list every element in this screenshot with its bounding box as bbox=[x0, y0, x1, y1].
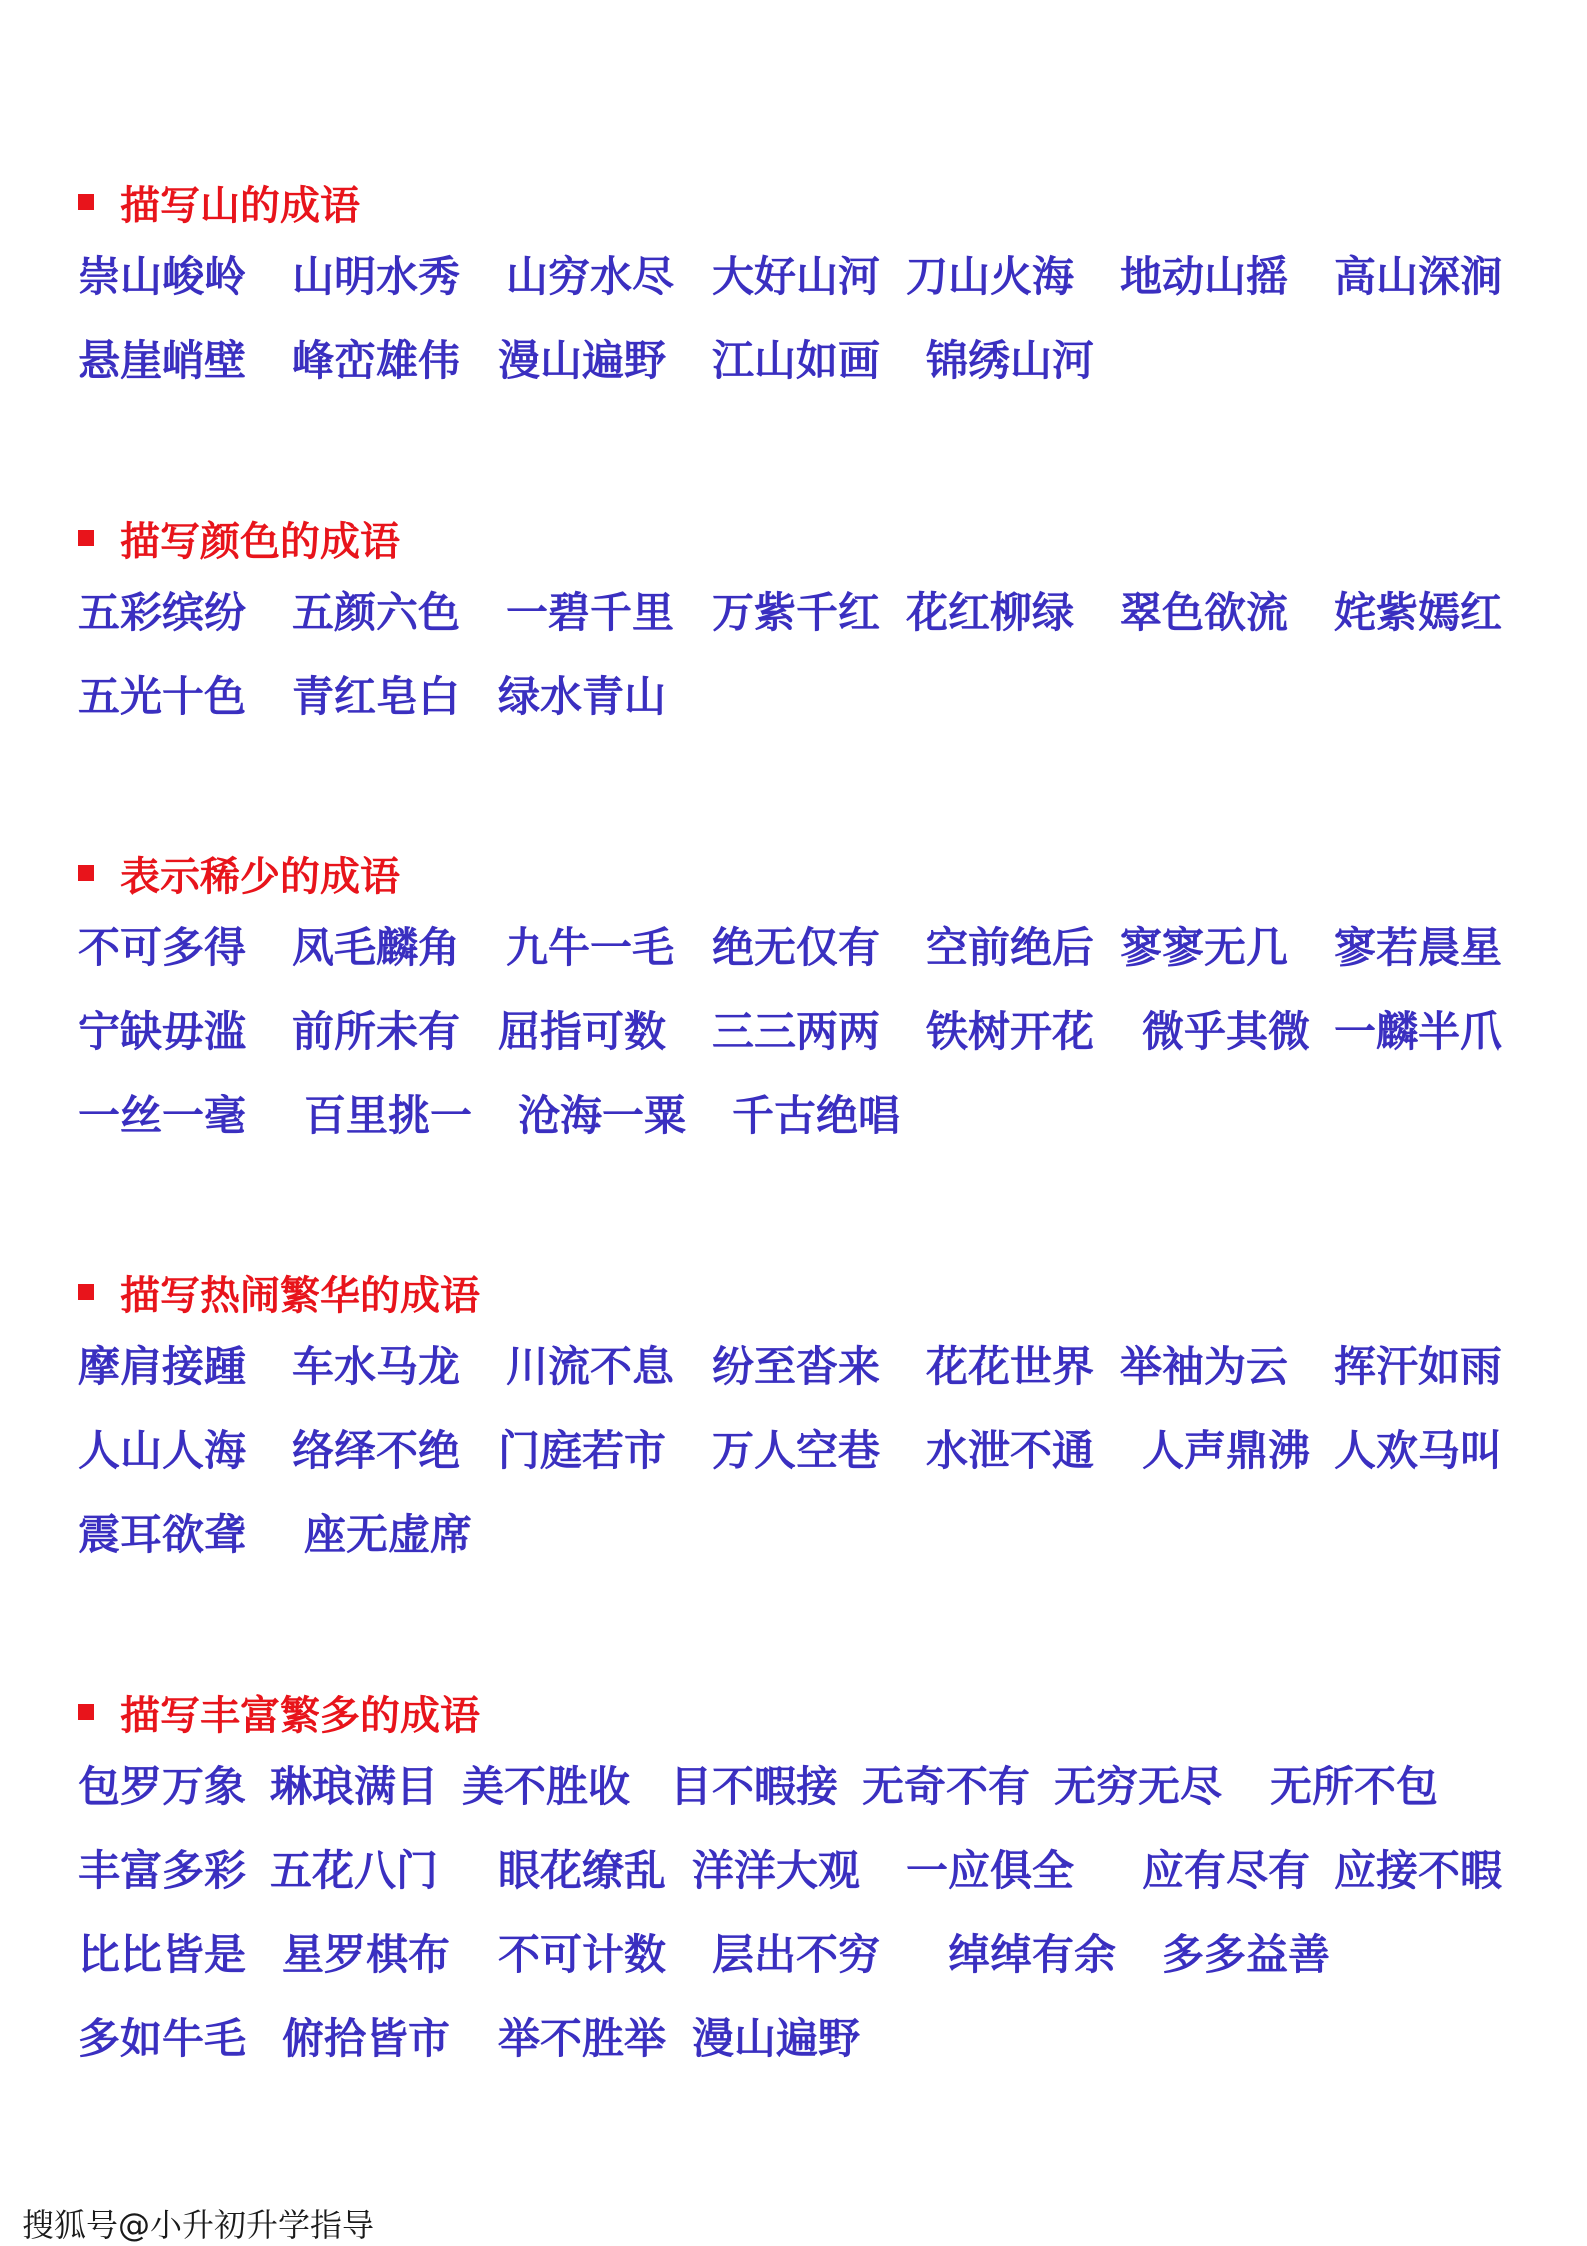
idiom: 峰峦雄伟 bbox=[292, 336, 461, 385]
idiom: 水泄不通 bbox=[926, 1426, 1095, 1475]
idiom: 多多益善 bbox=[1162, 1930, 1331, 1979]
idiom-row bbox=[78, 903, 1518, 987]
section-title bbox=[78, 172, 1518, 232]
idiom: 崇山峻岭 bbox=[78, 252, 247, 301]
idiom-row bbox=[78, 1406, 1518, 1490]
idiom: 绿水青山 bbox=[498, 672, 667, 721]
square-bullet-icon bbox=[78, 1704, 94, 1720]
idiom: 万人空巷 bbox=[712, 1426, 881, 1475]
idiom-row bbox=[78, 1994, 1518, 2078]
idiom: 大好山河 bbox=[712, 252, 881, 301]
idiom: 车水马龙 bbox=[292, 1342, 461, 1391]
idiom: 凤毛麟角 bbox=[292, 923, 461, 972]
section-title bbox=[78, 1682, 1518, 1742]
section-title-text: 表示稀少的成语 bbox=[120, 853, 400, 900]
idiom: 寥若晨星 bbox=[1334, 923, 1503, 972]
idiom: 举不胜举 bbox=[498, 2014, 667, 2063]
idiom: 地动山摇 bbox=[1120, 252, 1289, 301]
square-bullet-icon bbox=[78, 865, 94, 881]
idiom-row bbox=[78, 1910, 1518, 1994]
section-title bbox=[78, 843, 1518, 903]
square-bullet-icon bbox=[78, 194, 94, 210]
idiom: 举袖为云 bbox=[1120, 1342, 1289, 1391]
idiom: 一碧千里 bbox=[506, 588, 675, 637]
idiom: 川流不息 bbox=[506, 1342, 675, 1391]
idiom: 无奇不有 bbox=[862, 1762, 1031, 1811]
square-bullet-icon bbox=[78, 1284, 94, 1300]
idiom: 一应俱全 bbox=[906, 1846, 1075, 1895]
idiom: 漫山遍野 bbox=[692, 2014, 861, 2063]
idiom-row bbox=[78, 232, 1518, 316]
idiom-row bbox=[78, 652, 1518, 736]
idiom: 锦绣山河 bbox=[926, 336, 1095, 385]
idiom: 无所不包 bbox=[1270, 1762, 1439, 1811]
idiom: 寥寥无几 bbox=[1120, 923, 1289, 972]
idiom: 摩肩接踵 bbox=[78, 1342, 247, 1391]
idiom: 人欢马叫 bbox=[1334, 1426, 1503, 1475]
section-color bbox=[78, 508, 1518, 736]
idiom: 一丝一毫 bbox=[78, 1091, 247, 1140]
idiom: 高山深涧 bbox=[1334, 252, 1503, 301]
idiom: 铁树开花 bbox=[926, 1007, 1095, 1056]
idiom: 百里挑一 bbox=[304, 1091, 473, 1140]
idiom: 比比皆是 bbox=[78, 1930, 247, 1979]
idiom: 花红柳绿 bbox=[906, 588, 1075, 637]
idiom: 前所未有 bbox=[292, 1007, 461, 1056]
section-title-text: 描写山的成语 bbox=[120, 182, 360, 229]
idiom: 座无虚席 bbox=[304, 1510, 473, 1559]
section-title-text: 描写丰富繁多的成语 bbox=[120, 1692, 480, 1739]
idiom: 星罗棋布 bbox=[282, 1930, 451, 1979]
idiom: 络绎不绝 bbox=[292, 1426, 461, 1475]
idiom: 山穷水尽 bbox=[506, 252, 675, 301]
section-bustling bbox=[78, 1262, 1518, 1574]
idiom: 万紫千红 bbox=[712, 588, 881, 637]
idiom: 花花世界 bbox=[926, 1342, 1095, 1391]
idiom: 悬崖峭壁 bbox=[78, 336, 247, 385]
idiom-row bbox=[78, 1826, 1518, 1910]
section-title-text: 描写热闹繁华的成语 bbox=[120, 1272, 480, 1319]
idiom: 眼花缭乱 bbox=[498, 1846, 667, 1895]
idiom: 多如牛毛 bbox=[78, 2014, 247, 2063]
idiom: 三三两两 bbox=[712, 1007, 881, 1056]
idiom: 美不胜收 bbox=[462, 1762, 631, 1811]
idiom: 翠色欲流 bbox=[1120, 588, 1289, 637]
section-rare bbox=[78, 843, 1518, 1155]
idiom: 包罗万象 bbox=[78, 1762, 247, 1811]
section-title-text: 描写颜色的成语 bbox=[120, 518, 400, 565]
watermark: 搜狐号@小升初升学指导 bbox=[22, 2206, 375, 2244]
idiom: 不可多得 bbox=[78, 923, 247, 972]
idiom: 江山如画 bbox=[712, 336, 881, 385]
idiom: 纷至沓来 bbox=[712, 1342, 881, 1391]
idiom: 空前绝后 bbox=[926, 923, 1095, 972]
idiom: 震耳欲聋 bbox=[78, 1510, 247, 1559]
idiom: 五光十色 bbox=[78, 672, 247, 721]
idiom: 应有尽有 bbox=[1142, 1846, 1311, 1895]
idiom-row bbox=[78, 1742, 1518, 1826]
idiom: 无穷无尽 bbox=[1054, 1762, 1223, 1811]
idiom-row bbox=[78, 568, 1518, 652]
idiom: 人山人海 bbox=[78, 1426, 247, 1475]
idiom: 绝无仅有 bbox=[712, 923, 881, 972]
idiom: 目不暇接 bbox=[670, 1762, 839, 1811]
idiom: 九牛一毛 bbox=[506, 923, 675, 972]
idiom: 五颜六色 bbox=[292, 588, 461, 637]
idiom: 千古绝唱 bbox=[732, 1091, 901, 1140]
idiom-row bbox=[78, 316, 1518, 400]
idiom: 宁缺毋滥 bbox=[78, 1007, 247, 1056]
section-title bbox=[78, 508, 1518, 568]
idiom: 绰绰有余 bbox=[948, 1930, 1117, 1979]
idiom: 丰富多彩 bbox=[78, 1846, 247, 1895]
idiom: 挥汗如雨 bbox=[1334, 1342, 1503, 1391]
idiom-row bbox=[78, 1322, 1518, 1406]
idiom: 姹紫嫣红 bbox=[1334, 588, 1503, 637]
section-title bbox=[78, 1262, 1518, 1322]
idiom: 洋洋大观 bbox=[692, 1846, 861, 1895]
idiom: 青红皂白 bbox=[292, 672, 461, 721]
idiom: 人声鼎沸 bbox=[1142, 1426, 1311, 1475]
idiom: 一麟半爪 bbox=[1334, 1007, 1503, 1056]
idiom: 刀山火海 bbox=[906, 252, 1075, 301]
idiom: 微乎其微 bbox=[1142, 1007, 1311, 1056]
idiom: 漫山遍野 bbox=[498, 336, 667, 385]
idiom: 五彩缤纷 bbox=[78, 588, 247, 637]
idiom: 俯拾皆市 bbox=[282, 2014, 451, 2063]
idiom: 不可计数 bbox=[498, 1930, 667, 1979]
idiom: 应接不暇 bbox=[1334, 1846, 1503, 1895]
section-abundant bbox=[78, 1682, 1518, 2078]
idiom: 五花八门 bbox=[270, 1846, 439, 1895]
idiom: 层出不穷 bbox=[712, 1930, 881, 1979]
idiom-row bbox=[78, 987, 1518, 1071]
section-mountain bbox=[78, 172, 1518, 400]
idiom: 屈指可数 bbox=[498, 1007, 667, 1056]
idiom: 山明水秀 bbox=[292, 252, 461, 301]
square-bullet-icon bbox=[78, 530, 94, 546]
idiom: 门庭若市 bbox=[498, 1426, 667, 1475]
idiom: 琳琅满目 bbox=[270, 1762, 439, 1811]
idiom: 沧海一粟 bbox=[518, 1091, 687, 1140]
idiom-row bbox=[78, 1071, 1518, 1155]
idiom-row bbox=[78, 1490, 1518, 1574]
